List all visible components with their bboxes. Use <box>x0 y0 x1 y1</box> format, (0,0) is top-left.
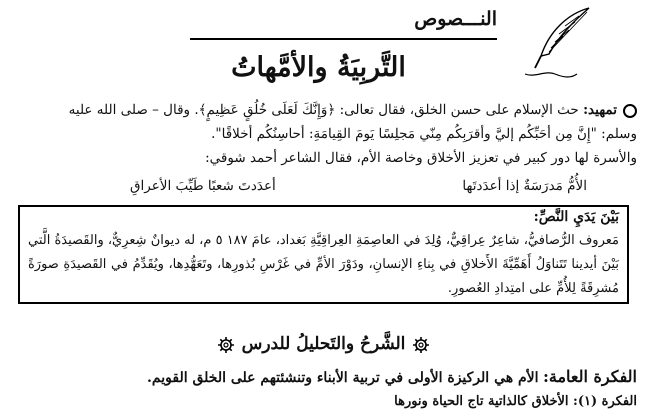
gear-ornament-icon <box>218 337 234 353</box>
intro-label: تمهيد: <box>583 102 617 118</box>
general-idea-label: الفكرة العامة: <box>543 367 637 386</box>
intro-line-2: وسلم: "إِنَّ مِن أحَبِّكُم إليَّ وأقرَبِكُم مِنّي مَجلِسًا يَومَ القِيامَةِ: أحاسِنُكُم أخلاقًا". <box>211 126 637 142</box>
header-underline <box>190 38 497 40</box>
intro-line-3: والأسرة لها دور كبير في تعزيز الأخلاق وخاصة الأم، فقال الشاعر أحمد شوقي: <box>205 150 637 166</box>
section-heading-text: الشَّرحُ والتَحليلُ للدرس <box>241 334 406 354</box>
box-heading: بَيْنَ يَدَيِ النَّصِّ: <box>533 209 619 225</box>
poetry-verse <box>130 178 587 194</box>
bullet-circle-icon <box>623 104 637 118</box>
idea-1-partial-line: الفكرة (١): الأخلاق كالذاتية تاج الحياة ونورها <box>394 394 637 409</box>
verse-second-hemistich: أعدَدتَ شعبًا طَيِّبَ الأعراقِ <box>130 178 276 194</box>
section-title: النـــصوص <box>414 8 497 30</box>
verse-first-hemistich: الأُمُّ مَدرَسَةٌ إذا أعدَدتَها <box>462 178 587 194</box>
general-idea-text: الأم هي الركيزة الأولى في تربية الأبناء وتنشئتهم على الخلق القويم. <box>147 370 539 386</box>
box-body: مَعروف الرُّصافيُّ، شاعِرٌ عِراقِيٌّ، وُلِدَ في العاصِمَةِ العِراقِيَّةِ بَغداد، عامَ ١٨٧ ٥ م، له ديوانٌ شِعرِيٌّ، والقَصيدَةُ الَّتي بَيْنَ أيدينا تَتَناوَلُ أَهَمِّيَّةَ الأَخلاقِ في بِناءِ الإنسانِ، ودَوْرَ الأمِّ في غَرْسِ بُذورِها، وتَعَهُّدِها، ويُقَدِّمُ في القَصيدَةِ صورَةً مُشرِقَةً لِلأُمِّ على امتِدادِ العُصورِ. <box>28 233 619 296</box>
gear-ornament-icon <box>413 337 429 353</box>
text-intro-box <box>18 205 629 304</box>
general-idea <box>10 367 637 386</box>
page-header <box>190 8 497 36</box>
lesson-title: التَّربِيَةُ والأمَّهاتُ <box>231 52 406 83</box>
quill-pen-icon <box>519 4 607 82</box>
explanation-section-heading <box>200 334 447 354</box>
intro-line-1: حث الإسلام على حسن الخلق، فقال تعالى: ﴿وَإِنَّكَ لَعَلَى خُلُقٍ عَظِيمٍ﴾. وقال – صلى الله عليه <box>68 102 579 118</box>
intro-paragraph <box>10 98 637 170</box>
